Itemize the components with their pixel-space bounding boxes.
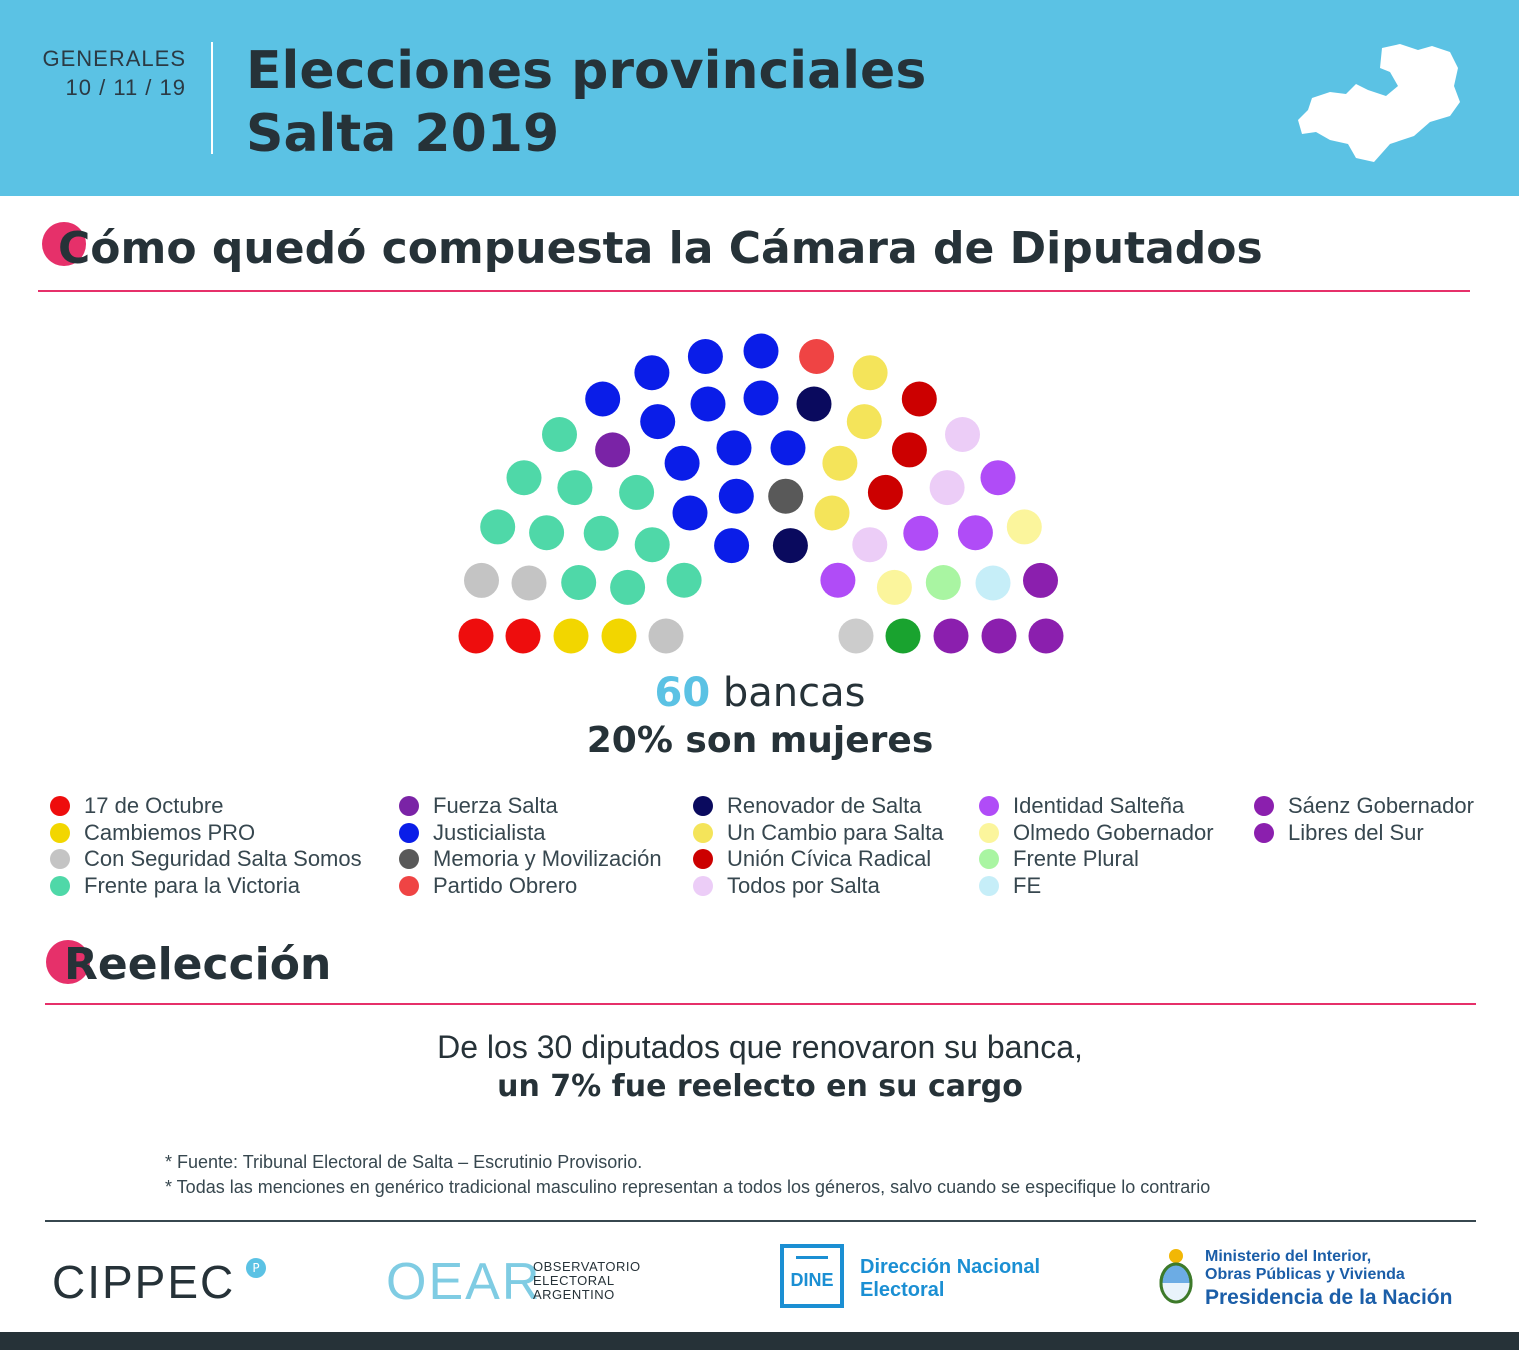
- seat-dot: [820, 563, 855, 598]
- legend-item: [979, 846, 1214, 873]
- legend-swatch: [693, 823, 713, 843]
- seat-dot: [619, 475, 654, 510]
- legend-label: Frente para la Victoria: [84, 872, 301, 898]
- seat-dot: [667, 563, 702, 598]
- legend-label: Justicialista: [433, 819, 546, 845]
- seat-dot: [717, 430, 752, 465]
- legend-swatch: [50, 876, 70, 896]
- seat-dot: [554, 619, 589, 654]
- seat-dot: [976, 566, 1011, 601]
- seat-dot: [926, 565, 961, 600]
- seat-dot: [512, 566, 547, 601]
- seat-total-label: bancas: [722, 670, 866, 716]
- seat-dot: [982, 619, 1017, 654]
- seat-dot: [847, 404, 882, 439]
- legend-label: Libres del Sur: [1288, 819, 1424, 845]
- seat-dot: [610, 570, 645, 605]
- ministry-name: [1205, 1248, 1452, 1312]
- seat-dot: [557, 470, 592, 505]
- legend-label: 17 de Octubre: [84, 793, 224, 819]
- legend-item: [979, 873, 1214, 900]
- oear-sub-line: OBSERVATORIO: [533, 1259, 641, 1274]
- legend-label: Unión Cívica Radical: [727, 846, 932, 872]
- legend-swatch: [979, 796, 999, 816]
- seat-dot: [480, 509, 515, 544]
- seat-dot: [1023, 563, 1058, 598]
- seat-dot: [945, 417, 980, 452]
- chamber-section-title: Cómo quedó compuesta la Cámara de Diputados: [58, 223, 1263, 274]
- legend-swatch: [399, 823, 419, 843]
- legend-item: [50, 793, 362, 820]
- legend-label: Fuerza Salta: [433, 793, 558, 819]
- seat-dot: [602, 619, 637, 654]
- generales-text: GENERALES: [42, 46, 186, 71]
- legend-swatch: [979, 849, 999, 869]
- section-divider: [45, 1003, 1476, 1005]
- seat-dot: [649, 619, 684, 654]
- legend-column: [399, 793, 662, 899]
- seat-dot: [640, 404, 675, 439]
- seat-dot: [665, 446, 700, 481]
- legend-swatch: [399, 876, 419, 896]
- legend-column: [1254, 793, 1474, 846]
- legend-swatch: [979, 823, 999, 843]
- legend-swatch: [1254, 796, 1274, 816]
- seat-dot: [771, 430, 806, 465]
- gender-note: * Todas las menciones en genérico tradicional masculino representan a todos los géneros, salvo cuando se especifique lo contrario: [165, 1177, 1211, 1197]
- dine-logo: [780, 1244, 844, 1308]
- dine-logo-text: DINE: [790, 1270, 834, 1290]
- legend-item: [399, 846, 662, 873]
- seat-dot: [868, 475, 903, 510]
- oear-sub-line: ARGENTINO: [533, 1287, 615, 1302]
- legend-item: [979, 793, 1214, 820]
- reelection-statement: De los 30 diputados que renovaron su banca,: [437, 1029, 1083, 1065]
- reelection-highlight: un 7% fue reelecto en su cargo: [497, 1069, 1023, 1104]
- legend-label: Memoria y Movilización: [433, 846, 662, 872]
- legend-column: [50, 793, 362, 899]
- bottom-bar: [0, 1332, 1519, 1350]
- ministry-line: Obras Públicas y Vivienda: [1205, 1266, 1405, 1283]
- seat-dot: [892, 432, 927, 467]
- seat-dot: [903, 516, 938, 551]
- dine-name: [860, 1256, 1040, 1302]
- reelection-section-title: Reelección: [64, 939, 332, 990]
- seat-dot: [744, 381, 779, 416]
- oear-sub-line: ELECTORAL: [533, 1273, 615, 1288]
- legend-label: Todos por Salta: [727, 872, 880, 898]
- seat-dot: [506, 619, 541, 654]
- national-coat-of-arms-icon: [1155, 1247, 1197, 1309]
- seat-dot: [768, 479, 803, 514]
- seat-dot: [691, 387, 726, 422]
- legend-label: Con Seguridad Salta Somos: [84, 846, 362, 872]
- seat-dot: [584, 516, 619, 551]
- seat-dot: [634, 355, 669, 390]
- seat-dot: [464, 563, 499, 598]
- seat-dot: [1029, 619, 1064, 654]
- seat-dot: [958, 515, 993, 550]
- seat-dot: [797, 387, 832, 422]
- seat-dot: [839, 619, 874, 654]
- title-line-2: Salta 2019: [246, 104, 560, 164]
- legend-item: [50, 873, 362, 900]
- seat-dot: [930, 470, 965, 505]
- seat-dot: [981, 460, 1016, 495]
- seat-dot: [529, 515, 564, 550]
- legend-label: Identidad Salteña: [1013, 793, 1185, 819]
- legend-swatch: [1254, 823, 1274, 843]
- legend-swatch: [693, 796, 713, 816]
- seat-dot: [934, 619, 969, 654]
- source-note: * Fuente: Tribunal Electoral de Salta – Escrutinio Provisorio.: [165, 1152, 643, 1172]
- seat-dot: [673, 496, 708, 531]
- presidency-line: Presidencia de la Nación: [1205, 1286, 1453, 1309]
- legend-label: Olmedo Gobernador: [1013, 819, 1214, 845]
- legend-item: [1254, 820, 1474, 847]
- oear-logo-subtitle: [533, 1260, 641, 1302]
- legend-label: Frente Plural: [1013, 846, 1139, 872]
- legend-item: [693, 820, 943, 847]
- legend-item: [693, 793, 943, 820]
- legend-item: [979, 820, 1214, 847]
- seat-dot: [902, 382, 937, 417]
- oear-logo: OEAR: [386, 1253, 542, 1311]
- footnotes: [165, 1150, 1210, 1200]
- seat-dot: [1007, 509, 1042, 544]
- legend-item: [399, 793, 662, 820]
- legend-item: [399, 873, 662, 900]
- women-share: 20% son mujeres: [586, 720, 934, 761]
- legend-label: Un Cambio para Salta: [727, 819, 944, 845]
- footer-divider: [45, 1220, 1476, 1222]
- seat-dot: [585, 382, 620, 417]
- seat-dot: [886, 619, 921, 654]
- dine-name-line: Dirección Nacional: [860, 1256, 1041, 1278]
- legend-label: Cambiemos PRO: [84, 819, 256, 845]
- legend-label: Partido Obrero: [433, 872, 578, 898]
- seat-dot: [595, 432, 630, 467]
- legend-swatch: [399, 796, 419, 816]
- legend-swatch: [979, 876, 999, 896]
- cippec-badge-icon: P: [246, 1258, 266, 1278]
- legend-item: [1254, 793, 1474, 820]
- legend-label: Renovador de Salta: [727, 793, 922, 819]
- seat-dot: [822, 446, 857, 481]
- seat-dot: [853, 355, 888, 390]
- seat-dot: [507, 460, 542, 495]
- seat-dot: [744, 334, 779, 369]
- seat-dot: [542, 417, 577, 452]
- dine-logo-bar: [796, 1256, 828, 1259]
- legend-item: [693, 873, 943, 900]
- seat-dot: [815, 496, 850, 531]
- legend-item: [50, 846, 362, 873]
- cippec-logo: CIPPEC: [52, 1256, 236, 1308]
- seat-dot: [635, 527, 670, 562]
- legend-swatch: [693, 876, 713, 896]
- legend-swatch: [50, 796, 70, 816]
- seat-dot: [459, 619, 494, 654]
- dine-name-line: Electoral: [860, 1279, 945, 1301]
- legend-item: [399, 820, 662, 847]
- legend-column: [693, 793, 943, 899]
- title-line-1: Elecciones provinciales: [246, 41, 927, 101]
- legend-swatch: [50, 823, 70, 843]
- legend-label: Sáenz Gobernador: [1288, 793, 1474, 819]
- seat-dot: [852, 527, 887, 562]
- seat-dot: [688, 339, 723, 374]
- seat-total: [460, 668, 1060, 718]
- seat-dot: [561, 565, 596, 600]
- ministry-line: Ministerio del Interior,: [1205, 1248, 1372, 1265]
- seat-total-number: 60: [654, 670, 711, 716]
- election-date: 10 / 11 / 19: [65, 75, 186, 100]
- seat-dot: [773, 528, 808, 563]
- legend-item: [693, 846, 943, 873]
- legend-column: [979, 793, 1214, 899]
- seat-dot: [719, 479, 754, 514]
- seat-dot: [877, 570, 912, 605]
- seat-dot: [714, 528, 749, 563]
- legend-swatch: [50, 849, 70, 869]
- legend-swatch: [693, 849, 713, 869]
- legend-label: FE: [1013, 872, 1042, 898]
- legend-item: [50, 820, 362, 847]
- legend-swatch: [399, 849, 419, 869]
- seat-dot: [799, 339, 834, 374]
